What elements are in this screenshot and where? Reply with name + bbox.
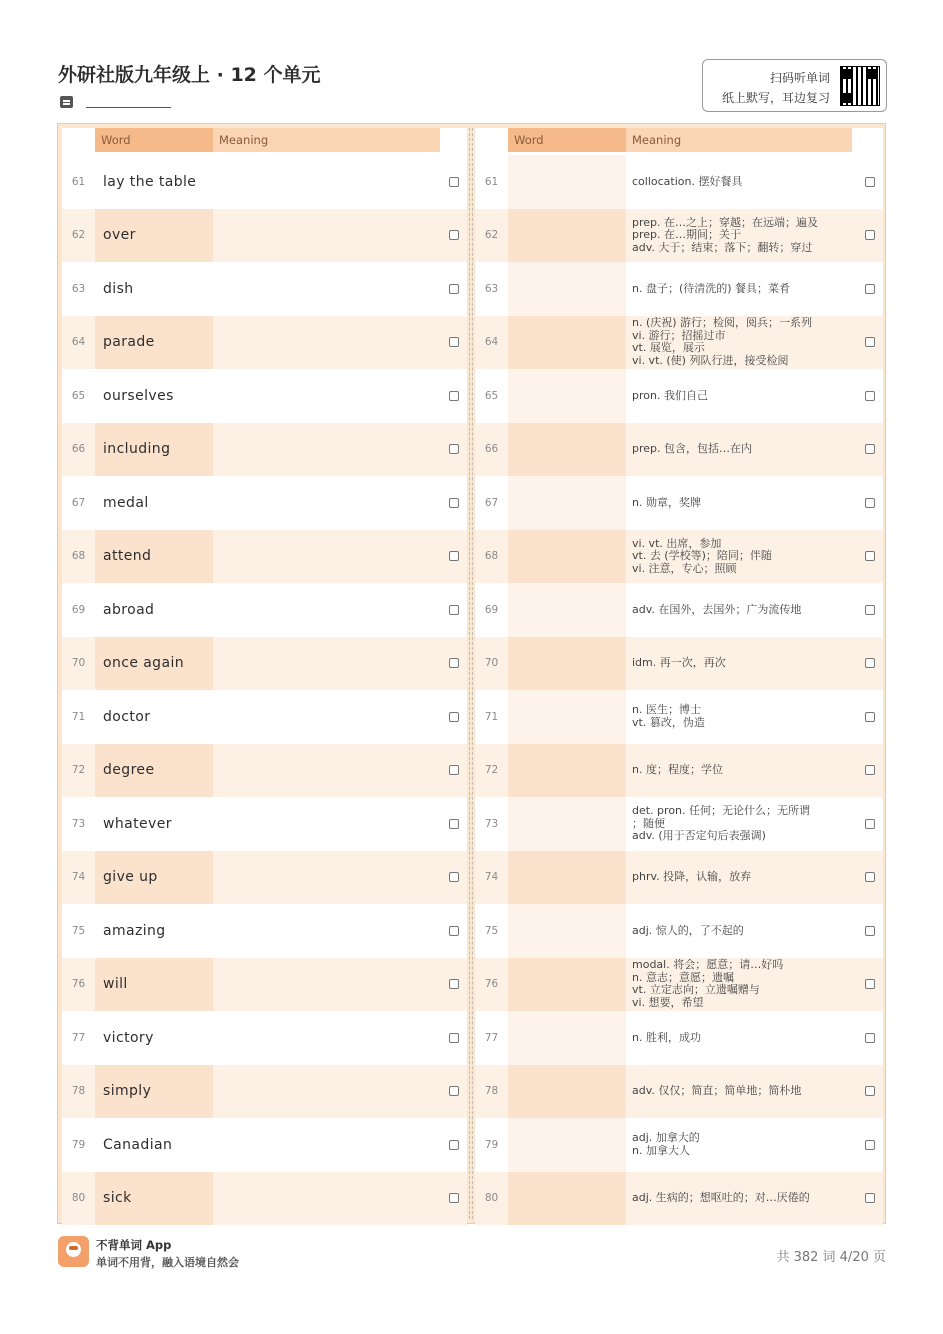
review-checkbox[interactable] bbox=[449, 1193, 459, 1203]
checkbox-cell bbox=[440, 797, 467, 851]
checkbox-cell bbox=[856, 744, 883, 798]
row-number: 70 bbox=[71, 657, 86, 670]
word-cell: over bbox=[95, 209, 213, 263]
review-checkbox[interactable] bbox=[865, 391, 875, 401]
right-rows bbox=[475, 155, 883, 1225]
review-checkbox[interactable] bbox=[449, 230, 459, 240]
review-checkbox[interactable] bbox=[865, 1193, 875, 1203]
table-row bbox=[475, 744, 883, 798]
meaning-blank-cell bbox=[213, 851, 440, 905]
review-checkbox[interactable] bbox=[449, 712, 459, 722]
table-row bbox=[62, 1011, 467, 1065]
word-blank-cell bbox=[508, 262, 626, 316]
meaning-cell: n. 勋章，奖牌 bbox=[632, 495, 701, 509]
review-checkbox[interactable] bbox=[449, 1033, 459, 1043]
checkbox-cell bbox=[856, 851, 883, 905]
review-checkbox[interactable] bbox=[865, 926, 875, 936]
meaning-cell: collocation. 摆好餐具 bbox=[632, 174, 743, 188]
meaning-blank-cell bbox=[213, 797, 440, 851]
checkbox-cell bbox=[440, 1065, 467, 1119]
table-row bbox=[475, 1011, 883, 1065]
table-row bbox=[475, 262, 883, 316]
checkbox-cell bbox=[856, 904, 883, 958]
review-checkbox[interactable] bbox=[865, 284, 875, 294]
word-blank-cell bbox=[508, 1118, 626, 1172]
row-number: 67 bbox=[71, 496, 86, 509]
checkbox-cell bbox=[440, 155, 467, 209]
row-number: 62 bbox=[484, 229, 499, 242]
table-row bbox=[62, 904, 467, 958]
row-number: 80 bbox=[484, 1192, 499, 1205]
review-checkbox[interactable] bbox=[449, 1140, 459, 1150]
review-checkbox[interactable] bbox=[865, 712, 875, 722]
word-cell: whatever bbox=[103, 815, 172, 832]
table-row bbox=[62, 476, 467, 530]
left-word-header: Word bbox=[95, 128, 213, 152]
meaning-blank-cell bbox=[213, 744, 440, 798]
meaning-cell: pron. 我们自己 bbox=[632, 388, 708, 402]
right-header bbox=[475, 128, 883, 152]
word-blank-cell bbox=[508, 530, 626, 584]
word-cell: attend bbox=[95, 530, 213, 584]
word-cell: degree bbox=[95, 744, 213, 798]
word-blank-cell bbox=[508, 637, 626, 691]
checkbox-cell bbox=[856, 1118, 883, 1172]
review-checkbox[interactable] bbox=[449, 551, 459, 561]
checkbox-cell bbox=[856, 1011, 883, 1065]
table-row bbox=[475, 155, 883, 209]
row-number: 68 bbox=[484, 550, 499, 563]
checkbox-cell bbox=[440, 583, 467, 637]
meaning-blank-cell bbox=[213, 690, 440, 744]
checkbox-cell bbox=[440, 369, 467, 423]
row-number: 75 bbox=[484, 924, 499, 937]
row-number: 78 bbox=[71, 1085, 86, 1098]
row-number: 66 bbox=[71, 443, 86, 456]
meaning-cell: adj. 加拿大的 n. 加拿大人 bbox=[632, 1131, 700, 1157]
row-number: 71 bbox=[71, 710, 86, 723]
table-row bbox=[62, 797, 467, 851]
row-number: 68 bbox=[71, 550, 86, 563]
review-checkbox[interactable] bbox=[865, 819, 875, 829]
meaning-blank-cell bbox=[213, 958, 440, 1012]
app-logo-icon bbox=[58, 1236, 89, 1267]
table-row bbox=[475, 583, 883, 637]
row-number: 71 bbox=[484, 710, 499, 723]
fold-divider bbox=[469, 128, 473, 1219]
word-blank-cell bbox=[508, 583, 626, 637]
meaning-cell: n. 度；程度；学位 bbox=[632, 763, 723, 776]
meaning-cell: n. (庆祝) 游行；检阅，阅兵；一系列 vi. 游行；招摇过市 vt. 展览，展示 vi. vt. (使) 列队行进，接受检阅 bbox=[632, 316, 813, 367]
word-blank-cell bbox=[508, 476, 626, 530]
table-row bbox=[62, 851, 467, 905]
checkbox-cell bbox=[440, 1011, 467, 1065]
meaning-cell: n. 医生；博士 vt. 篡改，伪造 bbox=[632, 703, 705, 729]
review-checkbox[interactable] bbox=[865, 979, 875, 989]
row-number: 77 bbox=[71, 1031, 86, 1044]
review-checkbox[interactable] bbox=[449, 658, 459, 668]
row-number: 77 bbox=[484, 1031, 499, 1044]
table-row bbox=[475, 904, 883, 958]
word-cell: Canadian bbox=[103, 1136, 173, 1153]
word-blank-cell bbox=[508, 423, 626, 477]
table-row bbox=[475, 423, 883, 477]
table-row bbox=[62, 423, 467, 477]
table-row bbox=[62, 369, 467, 423]
review-checkbox[interactable] bbox=[449, 819, 459, 829]
table-row bbox=[475, 1118, 883, 1172]
table-row bbox=[62, 637, 467, 691]
qr-caption-2: 纸上默写，耳边复习 bbox=[721, 91, 830, 105]
page-info: 共 382 词 4/20 页 bbox=[776, 1250, 886, 1265]
review-checkbox[interactable] bbox=[865, 658, 875, 668]
calendar-icon bbox=[60, 96, 73, 108]
table-row bbox=[475, 1065, 883, 1119]
row-number: 76 bbox=[71, 978, 86, 991]
row-number: 79 bbox=[71, 1138, 86, 1151]
checkbox-cell bbox=[856, 209, 883, 263]
review-checkbox[interactable] bbox=[449, 444, 459, 454]
review-checkbox[interactable] bbox=[865, 177, 875, 187]
meaning-blank-cell bbox=[213, 316, 440, 370]
checkbox-cell bbox=[440, 744, 467, 798]
meaning-blank-cell bbox=[213, 583, 440, 637]
meaning-cell: prep. 包含，包括…在内 bbox=[632, 442, 753, 455]
table-row bbox=[62, 1118, 467, 1172]
table-row bbox=[62, 262, 467, 316]
review-checkbox[interactable] bbox=[449, 337, 459, 347]
word-cell: abroad bbox=[103, 601, 155, 618]
checkbox-cell bbox=[440, 316, 467, 370]
word-blank-cell bbox=[508, 690, 626, 744]
name-blank-line bbox=[86, 107, 171, 108]
review-checkbox[interactable] bbox=[865, 1086, 875, 1096]
row-number: 63 bbox=[71, 282, 86, 295]
word-cell: lay the table bbox=[103, 173, 197, 190]
table-row bbox=[475, 316, 883, 370]
meaning-cell: n. 盘子；(待清洗的) 餐具；菜肴 bbox=[632, 281, 791, 295]
meaning-blank-cell bbox=[213, 369, 440, 423]
meaning-cell: n. 胜利，成功 bbox=[632, 1030, 701, 1044]
table-row bbox=[62, 209, 467, 263]
row-number: 66 bbox=[484, 443, 499, 456]
meaning-cell: adv. 仅仅；简直；简单地；简朴地 bbox=[632, 1084, 802, 1097]
table-row bbox=[62, 316, 467, 370]
checkbox-cell bbox=[856, 1172, 883, 1226]
review-checkbox[interactable] bbox=[865, 872, 875, 882]
table-row bbox=[475, 209, 883, 263]
checkbox-cell bbox=[440, 1172, 467, 1226]
right-panel bbox=[475, 128, 883, 1219]
right-meaning-header: Meaning bbox=[626, 128, 852, 152]
word-blank-cell bbox=[508, 1172, 626, 1226]
table-row bbox=[62, 1172, 467, 1226]
row-number: 80 bbox=[71, 1192, 86, 1205]
word-cell: amazing bbox=[103, 922, 166, 939]
word-cell: dish bbox=[103, 280, 134, 297]
word-cell: including bbox=[95, 423, 213, 477]
word-cell: victory bbox=[103, 1029, 154, 1046]
meaning-cell: idm. 再一次，再次 bbox=[632, 656, 726, 669]
review-checkbox[interactable] bbox=[449, 1086, 459, 1096]
table-row bbox=[475, 476, 883, 530]
meaning-cell: phrv. 投降，认输，放弃 bbox=[632, 870, 752, 883]
review-checkbox[interactable] bbox=[449, 284, 459, 294]
review-checkbox[interactable] bbox=[449, 926, 459, 936]
table-row bbox=[62, 744, 467, 798]
row-number: 65 bbox=[71, 389, 86, 402]
checkbox-cell bbox=[856, 369, 883, 423]
qr-code-icon[interactable] bbox=[840, 66, 880, 106]
word-blank-cell bbox=[508, 316, 626, 370]
row-number: 78 bbox=[484, 1085, 499, 1098]
checkbox-cell bbox=[856, 1065, 883, 1119]
checkbox-cell bbox=[440, 690, 467, 744]
word-blank-cell bbox=[508, 209, 626, 263]
table-row bbox=[475, 369, 883, 423]
checkbox-cell bbox=[856, 316, 883, 370]
table-row bbox=[62, 583, 467, 637]
word-cell: doctor bbox=[103, 708, 151, 725]
row-number: 64 bbox=[71, 336, 86, 349]
qr-box bbox=[702, 59, 887, 112]
review-checkbox[interactable] bbox=[865, 1140, 875, 1150]
checkbox-cell bbox=[856, 423, 883, 477]
checkbox-cell bbox=[440, 958, 467, 1012]
review-checkbox[interactable] bbox=[449, 979, 459, 989]
word-cell: will bbox=[95, 958, 213, 1012]
word-table-frame bbox=[57, 123, 886, 1224]
meaning-cell: adv. 在国外，去国外；广为流传地 bbox=[632, 602, 802, 616]
meaning-cell: modal. 将会；愿意；请…好吗 n. 意志；意愿；遗嘱 vt. 立定志向；立遗嘱赠与 vi. 想要，希望 bbox=[632, 958, 784, 1009]
review-checkbox[interactable] bbox=[865, 605, 875, 615]
word-cell: simply bbox=[95, 1065, 213, 1119]
meaning-blank-cell bbox=[213, 904, 440, 958]
meaning-blank-cell bbox=[213, 1172, 440, 1226]
table-row bbox=[62, 958, 467, 1012]
row-number: 76 bbox=[484, 978, 499, 991]
checkbox-cell bbox=[856, 476, 883, 530]
table-row bbox=[475, 851, 883, 905]
word-blank-cell bbox=[508, 904, 626, 958]
review-checkbox[interactable] bbox=[449, 391, 459, 401]
row-number: 73 bbox=[484, 817, 499, 830]
review-checkbox[interactable] bbox=[865, 551, 875, 561]
checkbox-cell bbox=[440, 851, 467, 905]
table-row bbox=[62, 1065, 467, 1119]
row-number: 72 bbox=[71, 764, 86, 777]
table-row bbox=[475, 1172, 883, 1226]
review-checkbox[interactable] bbox=[865, 765, 875, 775]
table-row bbox=[475, 690, 883, 744]
review-checkbox[interactable] bbox=[449, 177, 459, 187]
checkbox-cell bbox=[440, 209, 467, 263]
word-blank-cell bbox=[508, 369, 626, 423]
word-blank-cell bbox=[508, 744, 626, 798]
review-checkbox[interactable] bbox=[865, 230, 875, 240]
checkbox-cell bbox=[856, 583, 883, 637]
left-panel bbox=[62, 128, 467, 1219]
review-checkbox[interactable] bbox=[449, 605, 459, 615]
qr-caption-1: 扫码听单词 bbox=[769, 71, 830, 85]
app-slogan: 单词不用背，融入语境自然会 bbox=[96, 1256, 239, 1269]
checkbox-cell bbox=[440, 423, 467, 477]
page-title: 外研社版九年级上 · 12 个单元 bbox=[58, 64, 321, 86]
row-number: 62 bbox=[71, 229, 86, 242]
table-row bbox=[62, 530, 467, 584]
word-cell: parade bbox=[95, 316, 213, 370]
row-number: 72 bbox=[484, 764, 499, 777]
table-row bbox=[475, 530, 883, 584]
table-row bbox=[475, 958, 883, 1012]
meaning-blank-cell bbox=[213, 155, 440, 209]
meaning-blank-cell bbox=[213, 209, 440, 263]
word-blank-cell bbox=[508, 851, 626, 905]
word-cell: sick bbox=[95, 1172, 213, 1226]
review-checkbox[interactable] bbox=[865, 1033, 875, 1043]
row-number: 63 bbox=[484, 282, 499, 295]
meaning-blank-cell bbox=[213, 637, 440, 691]
checkbox-cell bbox=[440, 476, 467, 530]
review-checkbox[interactable] bbox=[449, 872, 459, 882]
word-cell: ourselves bbox=[103, 387, 174, 404]
left-rows bbox=[62, 155, 467, 1225]
row-number: 69 bbox=[484, 603, 499, 616]
meaning-blank-cell bbox=[213, 1118, 440, 1172]
row-number: 61 bbox=[71, 175, 86, 188]
meaning-blank-cell bbox=[213, 530, 440, 584]
word-cell: give up bbox=[95, 851, 213, 905]
meaning-blank-cell bbox=[213, 1011, 440, 1065]
checkbox-cell bbox=[440, 637, 467, 691]
right-word-header: Word bbox=[508, 128, 626, 152]
row-number: 79 bbox=[484, 1138, 499, 1151]
review-checkbox[interactable] bbox=[865, 337, 875, 347]
word-blank-cell bbox=[508, 1011, 626, 1065]
checkbox-cell bbox=[440, 530, 467, 584]
checkbox-cell bbox=[440, 262, 467, 316]
meaning-blank-cell bbox=[213, 262, 440, 316]
row-number: 74 bbox=[484, 871, 499, 884]
row-number: 67 bbox=[484, 496, 499, 509]
table-row bbox=[62, 155, 467, 209]
word-blank-cell bbox=[508, 958, 626, 1012]
row-number: 73 bbox=[71, 817, 86, 830]
meaning-blank-cell bbox=[213, 423, 440, 477]
meaning-cell: vi. vt. 出席，参加 vt. 去 (学校等)；陪同；伴随 vi. 注意，专心；照顾 bbox=[632, 536, 772, 575]
checkbox-cell bbox=[856, 262, 883, 316]
word-blank-cell bbox=[508, 797, 626, 851]
row-number: 74 bbox=[71, 871, 86, 884]
app-name: 不背单词 App bbox=[96, 1238, 172, 1252]
meaning-cell: prep. 在…之上；穿越；在远端；遍及 prep. 在…期间；关于 adv. 大于；结束；落下；翻转；穿过 bbox=[632, 215, 819, 254]
checkbox-cell bbox=[440, 904, 467, 958]
row-number: 75 bbox=[71, 924, 86, 937]
checkbox-cell bbox=[856, 530, 883, 584]
row-number: 65 bbox=[484, 389, 499, 402]
table-row bbox=[475, 797, 883, 851]
word-blank-cell bbox=[508, 1065, 626, 1119]
review-checkbox[interactable] bbox=[449, 765, 459, 775]
review-checkbox[interactable] bbox=[449, 498, 459, 508]
row-number: 64 bbox=[484, 336, 499, 349]
meaning-blank-cell bbox=[213, 1065, 440, 1119]
checkbox-cell bbox=[856, 155, 883, 209]
word-cell: medal bbox=[103, 494, 149, 511]
review-checkbox[interactable] bbox=[865, 444, 875, 454]
review-checkbox[interactable] bbox=[865, 498, 875, 508]
row-number: 61 bbox=[484, 175, 499, 188]
table-row bbox=[62, 690, 467, 744]
checkbox-cell bbox=[856, 637, 883, 691]
left-meaning-header: Meaning bbox=[213, 128, 440, 152]
checkbox-cell bbox=[440, 1118, 467, 1172]
checkbox-cell bbox=[856, 958, 883, 1012]
checkbox-cell bbox=[856, 690, 883, 744]
checkbox-cell bbox=[856, 797, 883, 851]
word-cell: once again bbox=[95, 637, 213, 691]
word-blank-cell bbox=[508, 155, 626, 209]
row-number: 70 bbox=[484, 657, 499, 670]
meaning-blank-cell bbox=[213, 476, 440, 530]
meaning-cell: adj. 惊人的，了不起的 bbox=[632, 923, 744, 937]
meaning-cell: adj. 生病的；想呕吐的；对…厌倦的 bbox=[632, 1191, 810, 1204]
row-number: 69 bbox=[71, 603, 86, 616]
meaning-cell: det. pron. 任何；无论什么；无所谓 ；随便 adv. (用于否定句后表强调) bbox=[632, 804, 811, 842]
table-row bbox=[475, 637, 883, 691]
left-header bbox=[62, 128, 467, 152]
